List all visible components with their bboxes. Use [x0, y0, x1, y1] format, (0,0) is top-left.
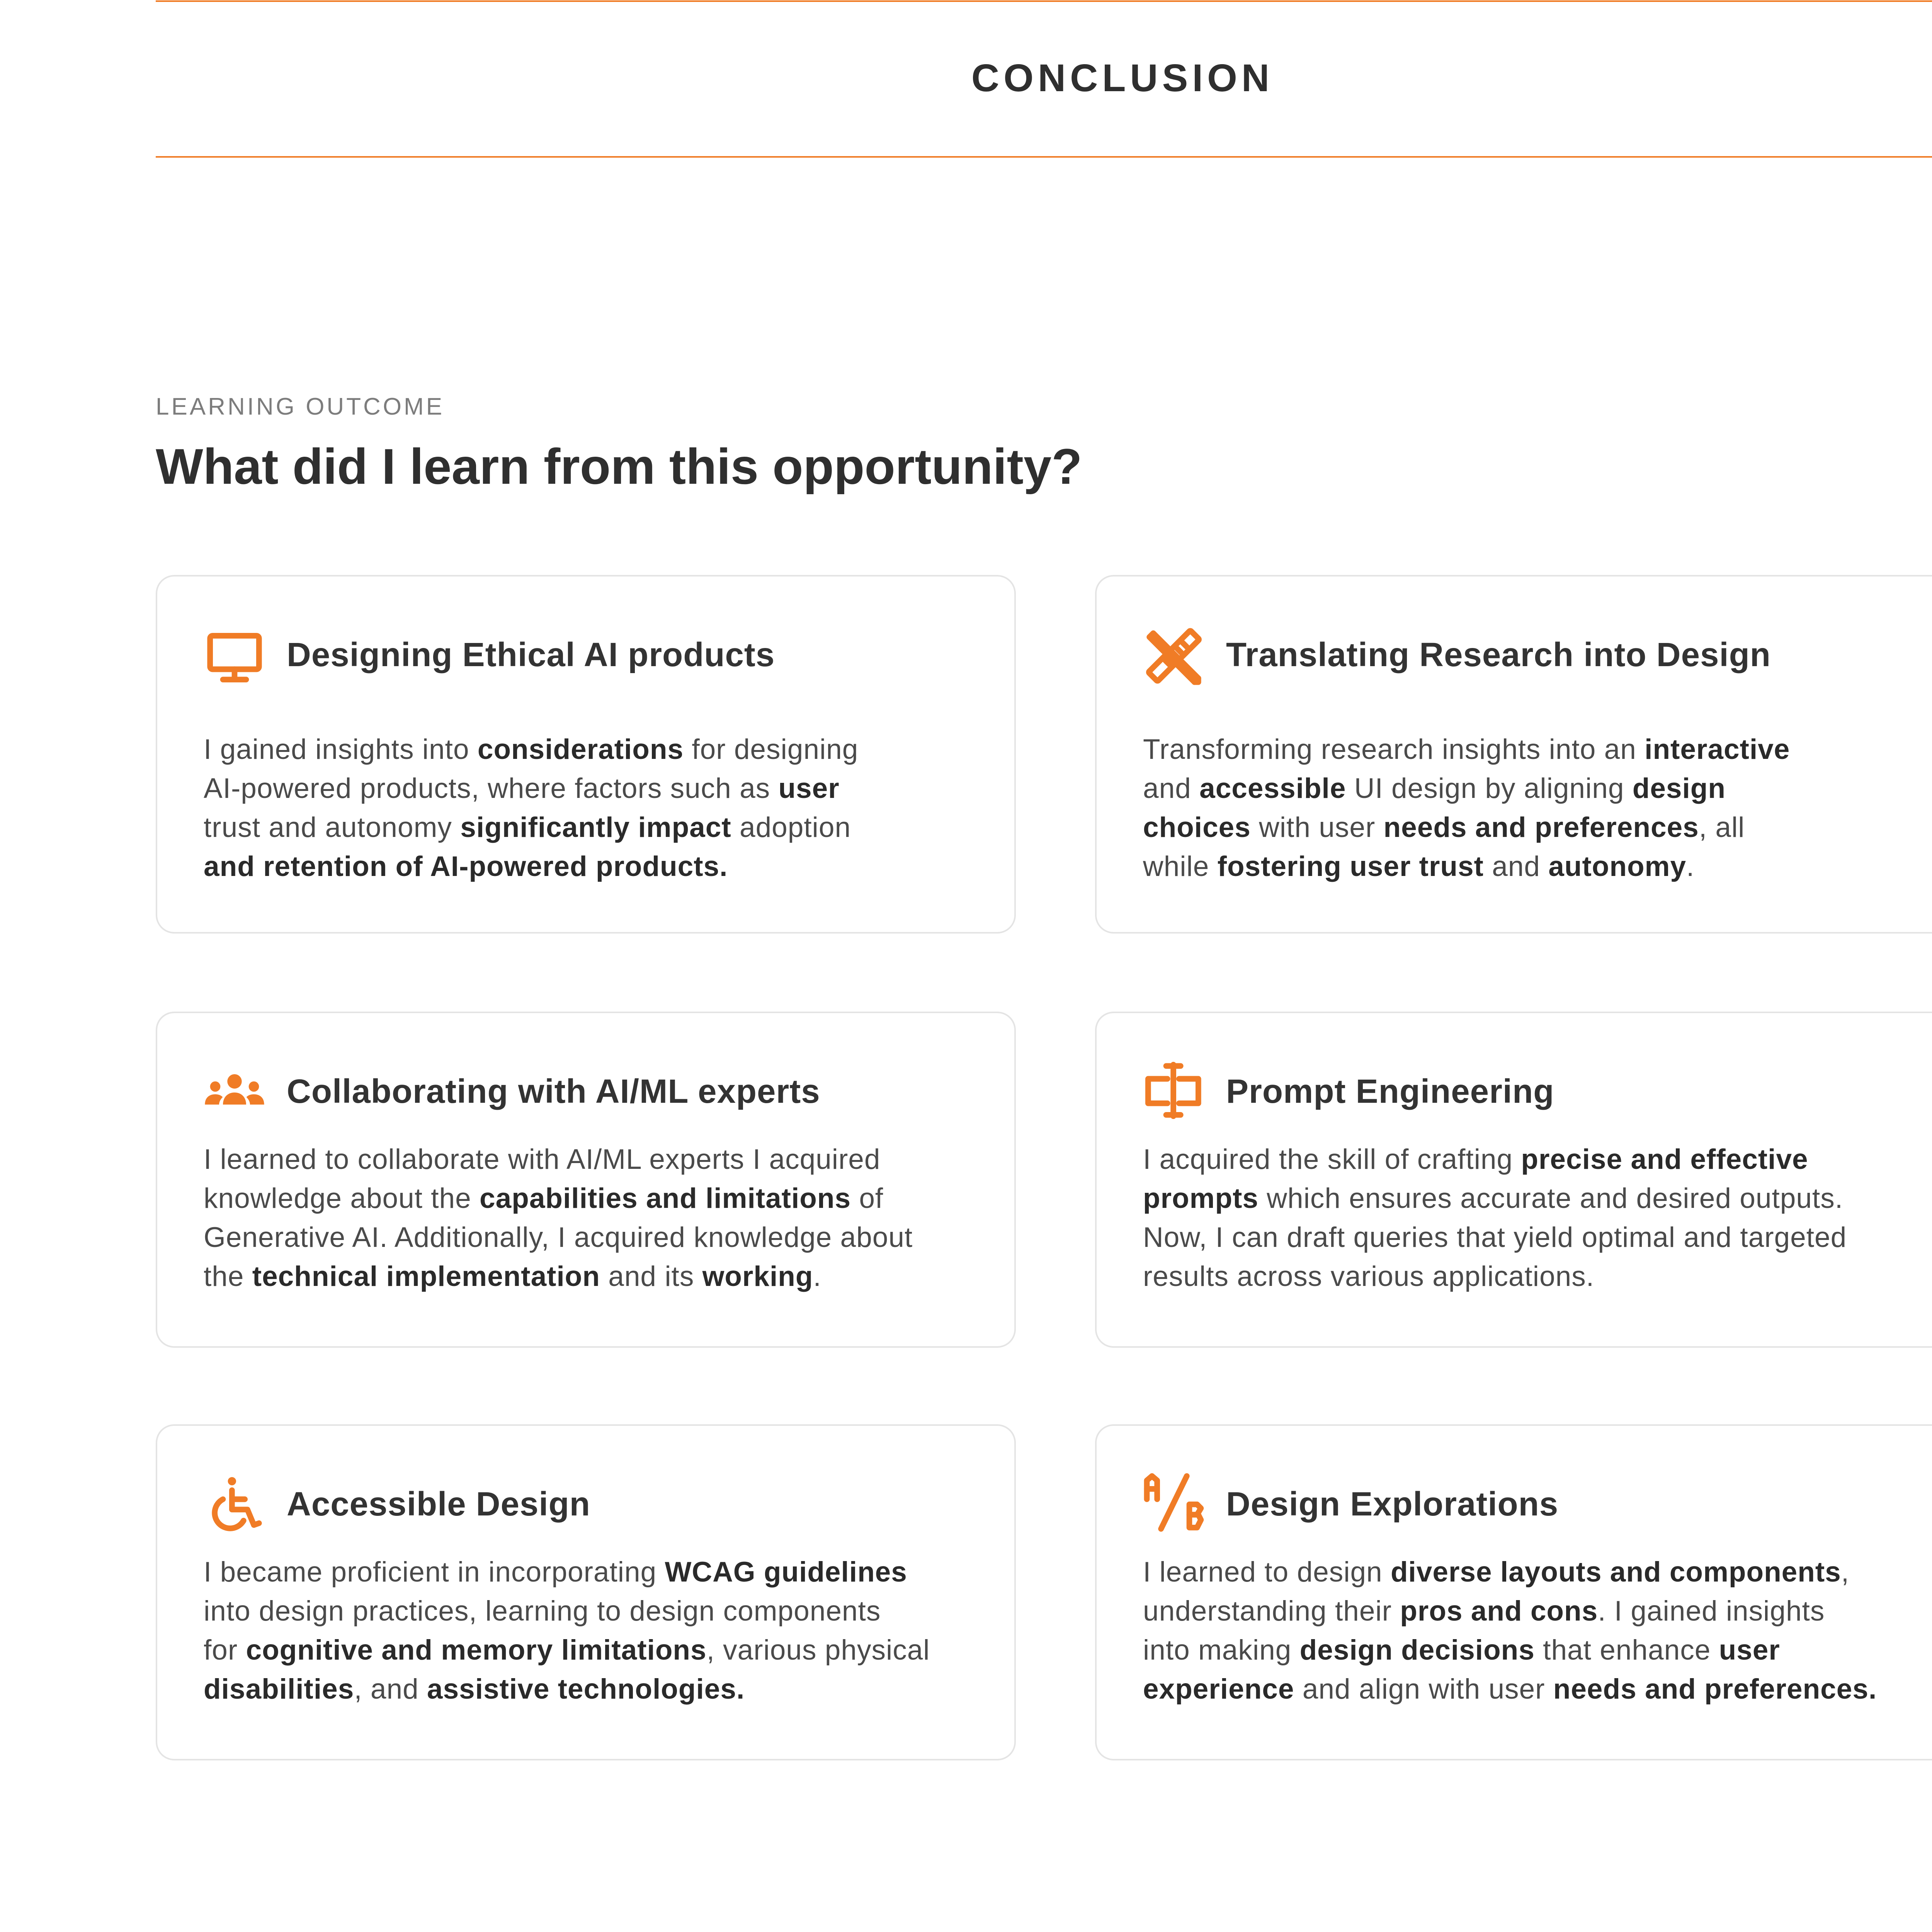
emphasis-text: needs and preferences [1383, 812, 1699, 843]
card-ethical-ai [156, 575, 1016, 934]
card-body-line [204, 1631, 976, 1670]
body-text: I became proficient in incorporating [204, 1556, 665, 1588]
card-title: Translating Research into Design [1226, 636, 1771, 673]
top-divider [156, 0, 1932, 2]
emphasis-text: significantly impact [452, 812, 740, 843]
body-text: for [204, 1634, 246, 1666]
body-text: into design practices, learning to design components [204, 1595, 881, 1627]
card-body-line [1143, 1179, 1915, 1218]
body-text: trust and autonomy [204, 812, 452, 843]
emphasis-text: and retention of AI-powered products. [204, 851, 728, 882]
card-body-line [204, 1670, 976, 1709]
emphasis-text: accessible [1199, 773, 1346, 804]
emphasis-text: working [702, 1261, 813, 1292]
card-title: Designing Ethical AI products [287, 636, 775, 673]
card-title: Collaborating with AI/ML experts [287, 1073, 820, 1110]
body-text: understanding their [1143, 1595, 1400, 1627]
card-body-line [204, 1553, 976, 1592]
card-design-explorations [1095, 1424, 1932, 1760]
card-title: Accessible Design [287, 1485, 590, 1523]
emphasis-text: precise and effective [1521, 1144, 1808, 1175]
card-body-line [1143, 808, 1915, 847]
body-text: . I gained insights [1598, 1595, 1825, 1627]
card-body-line [1143, 1140, 1915, 1179]
bottom-divider [156, 156, 1932, 158]
card-body-line [204, 730, 976, 769]
card-body-line [204, 847, 976, 886]
emphasis-text: considerations [477, 734, 684, 765]
body-text: I gained insights into [204, 734, 478, 765]
card-body-line [1143, 730, 1915, 769]
emphasis-text: capabilities and limitations [480, 1183, 851, 1214]
card-title: Design Explorations [1226, 1485, 1559, 1523]
body-text: and its [600, 1261, 702, 1292]
body-text: into making [1143, 1634, 1300, 1666]
body-text: , [1841, 1556, 1850, 1588]
emphasis-text: design decisions [1299, 1634, 1535, 1666]
card-body [1143, 730, 1915, 886]
card-body-line [1143, 1592, 1915, 1631]
team-icon [204, 1060, 265, 1121]
ab-test-icon [1143, 1472, 1205, 1534]
body-text: while [1143, 851, 1218, 882]
emphasis-text: interactive [1645, 734, 1790, 765]
card-body-line [1143, 1631, 1915, 1670]
body-text: UI design by aligning [1346, 773, 1633, 804]
design-tools-icon [1143, 627, 1205, 689]
emphasis-text: prompts [1143, 1183, 1259, 1214]
card-body [1143, 1553, 1915, 1709]
body-text: knowledge about the [204, 1183, 480, 1214]
emphasis-text: fostering user trust [1217, 851, 1484, 882]
eyebrow-label: LEARNING OUTCOME [156, 393, 445, 420]
card-prompt-engineering [1095, 1012, 1932, 1348]
emphasis-text: assistive technologies. [427, 1673, 745, 1705]
card-body-line [204, 1140, 976, 1179]
card-body-line [1143, 847, 1915, 886]
emphasis-text: experience [1143, 1673, 1294, 1705]
body-text: AI-powered products, where factors such as [204, 773, 779, 804]
emphasis-text: WCAG guidelines [665, 1556, 907, 1588]
card-body-line [204, 1257, 976, 1296]
card-body-line [204, 1592, 976, 1631]
body-text: and [1143, 773, 1200, 804]
body-text: and align with user [1294, 1673, 1553, 1705]
body-text: Now, I can draft queries that yield optimal and targeted [1143, 1222, 1847, 1253]
card-body-line [1143, 1218, 1915, 1257]
body-text: with user [1250, 812, 1384, 843]
emphasis-text: needs and preferences. [1553, 1673, 1877, 1705]
card-body [204, 730, 976, 886]
body-text: results across various applications. [1143, 1261, 1594, 1292]
body-text: Transforming research insights into an [1143, 734, 1645, 765]
card-body-line [204, 1218, 976, 1257]
body-text: , various physical [706, 1634, 930, 1666]
wheelchair-icon [204, 1472, 265, 1534]
card-body-line [1143, 1257, 1915, 1296]
body-text: . [813, 1261, 821, 1292]
body-text: Generative AI. Additionally, I acquired knowledge about [204, 1222, 913, 1253]
body-text: I acquired the skill of crafting [1143, 1144, 1521, 1175]
emphasis-text: disabilities [204, 1673, 354, 1705]
body-text: I learned to design [1143, 1556, 1391, 1588]
emphasis-text: cognitive and memory limitations [246, 1634, 707, 1666]
text-cursor-icon [1143, 1060, 1205, 1121]
card-body [204, 1553, 976, 1709]
body-text: , and [354, 1673, 427, 1705]
emphasis-text: choices [1143, 812, 1251, 843]
monitor-icon [204, 627, 265, 689]
body-text: that enhance [1534, 1634, 1719, 1666]
body-text: adoption [739, 812, 851, 843]
card-body-line [204, 769, 976, 808]
card-body [1143, 1140, 1915, 1296]
card-body-line [1143, 769, 1915, 808]
body-text: and [1483, 851, 1549, 882]
body-text: the [204, 1261, 252, 1292]
body-text: I learned to collaborate with AI/ML experts I acquired [204, 1144, 881, 1175]
body-text: . [1686, 851, 1695, 882]
card-title: Prompt Engineering [1226, 1073, 1554, 1110]
emphasis-text: technical implementation [252, 1261, 600, 1292]
body-text: which ensures accurate and desired outputs. [1259, 1183, 1843, 1214]
emphasis-text: diverse layouts and components [1390, 1556, 1841, 1588]
card-body-line [1143, 1553, 1915, 1592]
section-title: CONCLUSION [971, 56, 1274, 100]
card-body-line [204, 808, 976, 847]
card-body-line [204, 1179, 976, 1218]
emphasis-text: pros and cons [1400, 1595, 1598, 1627]
card-accessible-design [156, 1424, 1016, 1760]
emphasis-text: design [1632, 773, 1726, 804]
body-text: of [851, 1183, 884, 1214]
card-body-line [1143, 1670, 1915, 1709]
emphasis-text: user [1719, 1634, 1780, 1666]
emphasis-text: autonomy [1548, 851, 1687, 882]
card-collaboration [156, 1012, 1016, 1348]
body-text: , all [1699, 812, 1745, 843]
emphasis-text: user [778, 773, 840, 804]
page-heading: What did I learn from this opportunity? [156, 438, 1082, 495]
body-text: for designing [684, 734, 859, 765]
card-body [204, 1140, 976, 1296]
card-research-design [1095, 575, 1932, 934]
